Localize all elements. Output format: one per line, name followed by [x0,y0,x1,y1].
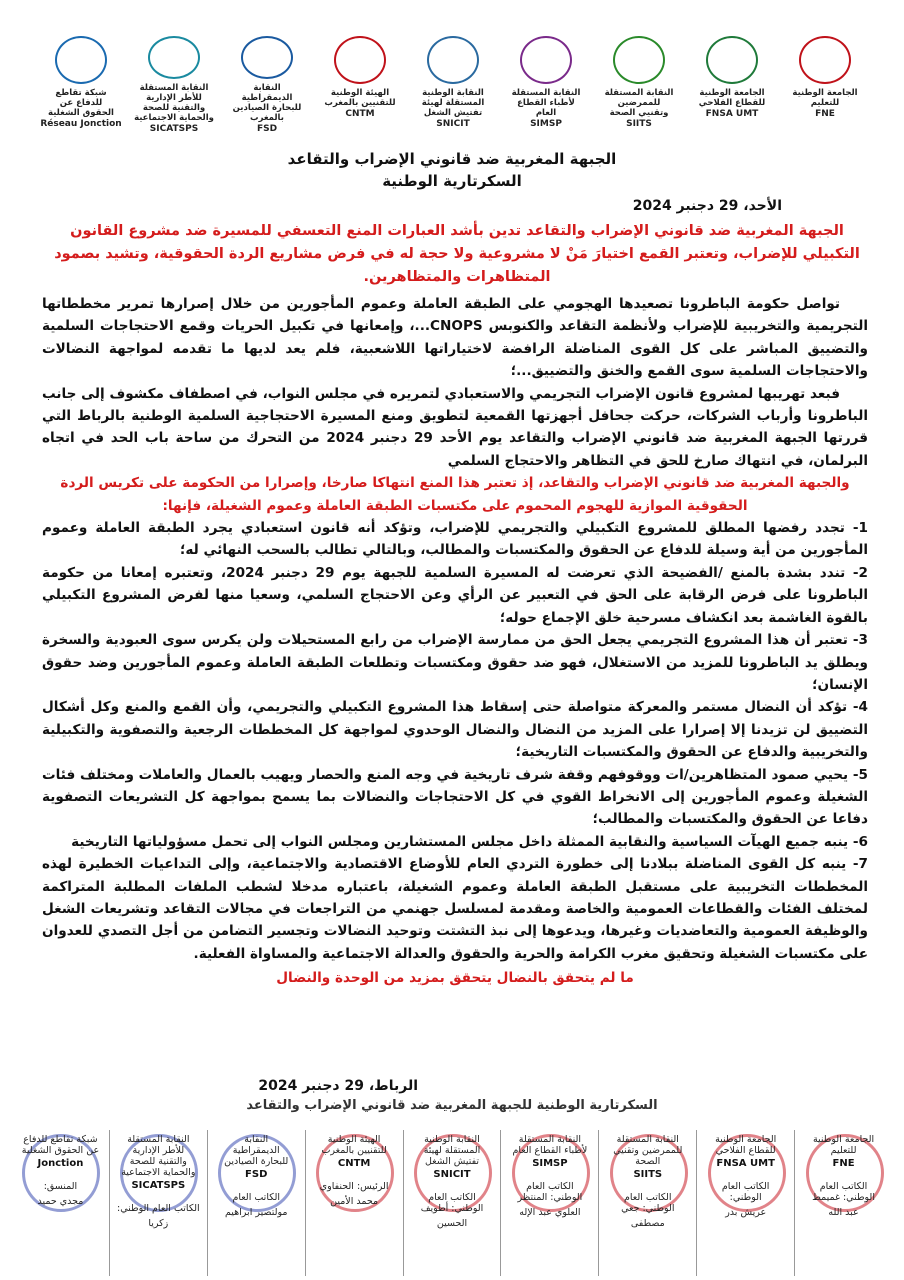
signature-role: الكاتب العام الوطني: غميمط [812,1181,875,1203]
paragraph-intro: تواصل حكومة الباطرونا تصعيدها الهجومي على الطبقة العاملة وعموم المأجورين من خلال إصرارها تمرير مخططاتها التجريمية والتخريبية للإضراب ولأنظمة التقاعد والكنوبس CNOPS...، وإمعانها في تكبيل الحريات وقمع الاحتجاجات السلمية والتضييق المباشر على كل القوى المناضلة الرافضة لاختياراتها اللاشعبية، فلم يعد لديها ما تقدمه لمواجهة النضالات والاحتجاجات السلمية سوى القمع والخنق والتضييق...؛ [42,296,868,380]
secretariat-subtitle: السكرتارية الوطنية [382,172,522,190]
union-logo-abbr: SIMSP [530,119,562,129]
union-logo [596,36,682,134]
point-item: 2- تندد بشدة بالمنع /الفضيحة الذي تعرضت له المسيرة السلمية للجبهة يوم 29 دجنبر 2024، وتعتبره إمعانا من حكومة الباطرونا على فرض الرقابة على الحق في التعبير عن الرأي وعن الاحتجاج السلمي، وسعيا منها لفرض المشروع التكبيلي بالقوة الغاشمة بعد انكشاف مسرحية خلق الإجماع حوله؛ [42,564,868,626]
signature-person: العلوي عبد الإله [519,1207,581,1218]
signature-org: الجامعة الوطنية للقطاع الفلاحي [715,1134,777,1156]
union-logo-abbr: CNTM [345,109,375,119]
point-item: 5- يحيي صمود المتظاهرين/ات ووقوفهم وقفة شرف تاريخية في وجه المنع والحصار ويهيب بالعمال والعاملات ومختلف فئات الشغيلة وعموم المأجورين إلى الانخراط القوي في كل الاحتجاجات والنضالات بما يسمح بمواجهة كل التشريعات التصفوية دفاعا عن الحقوق والمكتسبات والمطالب؛ [42,766,868,828]
point-item: 6- ينبه جميع الهيآت السياسية والنقابية الممثلة داخل مجلس المستشارين ومجلس النواب إلى تحمل مسؤولياتها التاريخية [71,833,868,850]
signature-cell [696,1130,794,1276]
union-emblem-icon [706,36,758,84]
paragraph-position: والجبهة المغربية ضد قانوني الإضراب والتقاعد، إذ تعتبر هذا المنع انتهاكا صارخا، وإصرارا من الحكومة على تكريس الردة الحقوقية الموازية للهجوم المحموم على مكتسبات الطبقة العاملة وعموم الشغيلة، فإنها: [60,475,850,514]
signature-person: عبد الله [828,1207,859,1218]
union-logo [410,36,496,134]
signature-role: المنسق: [43,1181,78,1192]
union-logo-abbr: SNICIT [436,119,470,129]
union-emblem-icon [241,36,293,79]
signature-abbr: SIITS [633,1169,663,1180]
union-logo-name: الجامعة الوطنية للتعليم [792,88,858,108]
signature-cell [207,1130,305,1276]
signature-abbr: SNICIT [433,1169,471,1180]
union-emblem-icon [520,36,572,84]
signature-abbr: SIMSP [532,1158,568,1169]
union-logo [317,36,403,134]
signature-grid [12,1130,892,1276]
signatory-line: السكرتارية الوطنية للجبهة المغربية ضد قانوني الإضراب والتقاعد [246,1098,658,1113]
union-emblem-icon [55,36,107,84]
signature-cell [12,1130,109,1276]
union-logo-abbr: SIITS [626,119,652,129]
union-logo [224,36,310,134]
point-item: 3- تعتبر أن هذا المشروع التجريمي يجعل الحق من ممارسة الإضراب من رابع المستحيلات ولن يكرس سوى العبودية والسخرة ويطلق يد الباطرونا للمزيد من الاستغلال، فهو ضد حقوق ومكتسبات وتطلعات الطبقة العاملة وعموم المأجورين وضد حقوق الإنسان؛ [42,632,868,693]
union-logo-abbr: SICATSPS [149,124,199,134]
signature-person: مجدي حميد [37,1196,84,1207]
union-logo [782,36,868,134]
signature-org: الهيئة الوطنية للتقنيين بالمغرب [321,1134,387,1156]
statement-title: الجبهة المغربية ضد قانوني الإضراب والتقاعد تدين بأشد العبارات المنع التعسفي للمسيرة ضد مشروع القانون التكبيلي للإضراب، وتعتبر القمع اختيارَ مَنْ لا مشروعية ولا حجة له في فرض مشاريع الردة الحقوقية، وتشيد بصمود المتظاهرات والمتظاهرين. [54,223,860,285]
union-emblem-icon [427,36,479,84]
union-logo-abbr: FSD [256,124,278,134]
union-emblem-icon [334,36,386,84]
signature-org: النقابة المستقلة للأطر الإدارية والتقنية للصحة والحماية الاجتماعية [121,1134,196,1178]
signature-person: محمد الأمين [330,1196,379,1207]
signature-abbr: CNTM [337,1158,371,1169]
union-logo-name: النقابة الديمقراطية للبحارة الصيادين بالمغرب [232,83,302,123]
signature-cell [305,1130,403,1276]
signature-cell [794,1130,892,1276]
signature-role: الكاتب العام الوطني: جعي [621,1192,675,1214]
signature-cell [109,1130,207,1276]
union-logo-abbr: FNE [815,109,835,119]
signature-role: الكاتب العام الوطني: المنتظر [517,1181,583,1203]
front-title: الجبهة المغربية ضد قانوني الإضراب والتقاعد [287,150,617,168]
union-emblem-icon [148,36,200,79]
signature-org: النقابة الوطنية المستقلة لهيئة تفتيش الشغل [423,1134,481,1167]
union-logo-name: شبكة تقاطع للدفاع عن الحقوق الشغلية [48,88,114,118]
signature-person: زكريا [148,1218,169,1229]
statement-body [42,293,868,990]
signature-org: الجامعة الوطنية للتعليم [812,1134,875,1156]
union-logo [689,36,775,134]
union-logo-abbr: FNSA UMT [705,109,759,119]
signature-role: الكاتب العام الوطني: أطويف [420,1192,484,1214]
union-logo-name: الهيئة الوطنية للتقنيين بالمغرب [324,88,396,108]
signature-abbr: Jonction [37,1158,84,1169]
point-item: 7- ينبه كل القوى المناضلة ببلادنا إلى خطورة التردي العام للأوضاع الاقتصادية والاجتماعية، وإلى التداعيات الخطيرة لهذه المخططات التخريبية على مستقبل الطبقة العاملة وعموم الشغيلة، باعتباره مدخلا لشطب الملفات المطلبة المتراكمة لمختلف الفئات والقطاعات العمومية والخاصة ومقدمة لمسلسل جهنمي من التراجعات في مجالات التقاعد وتشريعات الشغل والوظيفة العمومية والتعاضديات وغيرها، ويدعوها إلى نبذ التشتت وتوحيد النضالات وتجسير التضامن من أجل التصدي للعدوان على مكتسبات الشغيلة وتحقيق مغرب الكرامة والحرية والحقوق والعدالة الاجتماعية والمساواة الفعلية. [42,856,868,962]
signature-abbr: SICATSPS [131,1180,186,1191]
union-logo-name: النقابة الوطنية المستقلة لهيئة تفتيش الشغل [421,88,485,118]
paragraph-ban: فبعد تهريبها لمشروع قانون الإضراب التجريمي والاستعبادي لتمريره في مجلس النواب، في اصطفاف مكشوف إلى جانب الباطرونا وأرباب الشركات، حركت جحافل أجهزتها القمعية لتطويق ومنع المسيرة الاحتجاجية السلمية الوطنية بالرباط التي قررتها الجبهة المغربية ضد قانوني الإضراب والتقاعد يوم الأحد 29 دجنبر 2024 من التحرك من ساحة باب الحد في اتجاه البرلمان، في انتهاك صارخ للحق في التظاهر والاحتجاج السلمي [42,385,869,469]
signature-role: الكاتب العام الوطني: [721,1181,770,1203]
signature-cell [403,1130,501,1276]
signature-abbr: FNE [832,1158,855,1169]
union-logo [131,36,217,134]
signature-org: النقابة المستقلة لأطباء القطاع العام [512,1134,588,1156]
signature-person: مولتصير ابراهيم [224,1207,288,1218]
union-logo-name: النقابة المستقلة لأطباء القطاع العام [511,88,581,118]
point-item: 4- تؤكد أن النضال مستمر والمعركة متواصلة حتى إسقاط هذا المشروع التكبيلي والتجريمي، وأن القمع والمنع وكل أشكال التضييق لن تزيدنا إلا إصرارا على المزيد من النضال والنضال الوحدوي لمواجهة كل المخططات الرجعية والتصفوية والتكبيلية والتخريبية والدفاع عن الحقوق والمكتسبات التاريخية؛ [42,699,868,761]
signature-cell [500,1130,598,1276]
logo-row [38,36,868,134]
signature-org: النقابة الديمقراطية للبحارة الصيادين [224,1134,289,1167]
signature-role: الكاتب العام [232,1192,280,1203]
signature-role: الرئيس: الحنفاوي [319,1181,389,1192]
union-logo-name: الجامعة الوطنية للقطاع الفلاحي [698,88,766,108]
union-emblem-icon [613,36,665,84]
closing-slogan: ما لم يتحقق بالنضال يتحقق بمزيد من الوحدة والنضال [276,970,634,987]
signature-org: النقابة المستقلة للممرضين وتقنيي الصحة [613,1134,683,1167]
signature-abbr: FSD [245,1169,268,1180]
union-logo-name: النقابة المستقلة للأطر الإدارية والتقنية للصحة والحماية الاجتماعية [134,83,214,123]
union-logo [503,36,589,134]
union-logo-abbr: Réseau Jonction [40,119,122,129]
union-logo-name: النقابة المستقلة للممرضين وتقنيي الصحة [604,88,674,118]
issue-date: الأحد، 29 دجنبر 2024 [632,198,782,214]
signature-abbr: FNSA UMT [716,1158,775,1169]
signature-person: الحسين [436,1218,468,1229]
union-logo [38,36,124,134]
signature-org: شبكة تقاطع للدفاع عن الحقوق الشغلية [21,1134,100,1156]
point-item: 1- تجدد رفضها المطلق للمشروع التكبيلي والتجريمي للإضراب، وتؤكد أنه قانون استعبادي يجرد الطبقة العاملة وعموم المأجورين من أية وسيلة للدفاع عن الحقوق والمكتسبات والمطالب، وبالتالي تطالب بالسحب النهائي له؛ [42,520,868,559]
signature-person: مصطفى [630,1218,665,1229]
signature-cell [598,1130,696,1276]
union-emblem-icon [799,36,851,84]
signature-role: الكاتب العام الوطني: [117,1203,200,1214]
signing-place-date: الرباط، 29 دجنبر 2024 [258,1078,418,1094]
signature-person: عريش بدر [725,1207,767,1218]
